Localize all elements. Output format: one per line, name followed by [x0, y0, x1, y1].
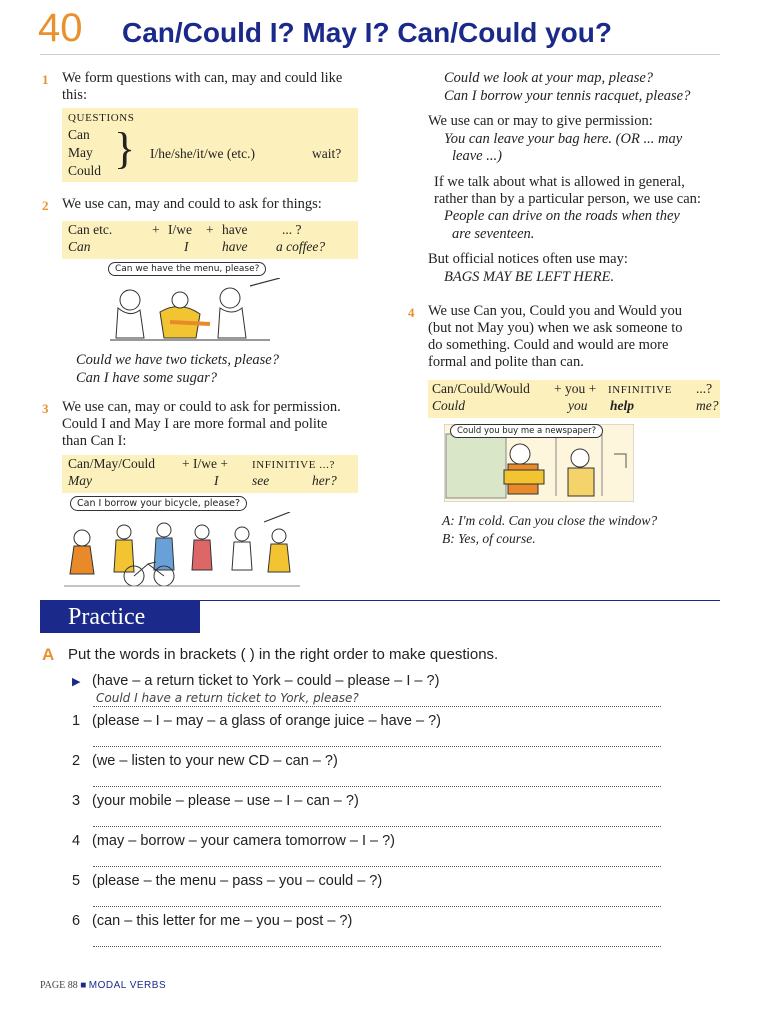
dialog-b-text: B: Yes, of course.: [442, 531, 536, 546]
question-text: (we – listen to your new CD – can – ?): [92, 753, 338, 769]
answer-line-4[interactable]: [93, 866, 661, 867]
questions-label: QUESTIONS: [68, 112, 135, 124]
bicycle-illustration: [64, 512, 300, 590]
footer-bullet-icon: ■: [80, 980, 89, 991]
notice-example: BAGS MAY BE LEFT HERE.: [444, 269, 615, 285]
right-example-racquet: Can I borrow your tennis racquet, please?: [444, 88, 691, 104]
questions-box: [62, 108, 358, 182]
page-number: PAGE 88: [40, 980, 78, 991]
example-answer: Could I have a return ticket to York, please?: [96, 691, 359, 705]
play-arrow-icon: ▶: [72, 676, 81, 688]
example-coffee: a coffee?: [276, 239, 326, 254]
give-permission-text: We use can or may to give permission:: [428, 113, 653, 129]
modal-may: May: [68, 145, 93, 160]
general-text-2: rather than by a particular person, we use can:: [434, 191, 701, 207]
question-number: 5: [72, 873, 81, 889]
task-instruction: Put the words in brackets ( ) in the right order to make questions.: [68, 646, 499, 663]
answer-line-2[interactable]: [93, 786, 661, 787]
question-text: (please – I – may – a glass of orange juice – have – ?): [92, 713, 442, 729]
modal-could: Could: [68, 163, 102, 178]
page-footer: [40, 980, 166, 991]
formula-infinitive: INFINITIVE ...?: [252, 459, 335, 471]
right-example-map: Could we look at your map, please?: [444, 70, 654, 86]
formula-end: ... ?: [282, 222, 302, 237]
question-text: (can – this letter for me – you – post – ?): [92, 913, 353, 929]
example-could: Could: [432, 398, 466, 413]
section-4-line-3: do something. Could and would are more: [428, 337, 669, 353]
example-may: May: [68, 473, 92, 488]
question-number: 3: [72, 793, 81, 809]
dialog-a-text: A: I'm cold. Can you close the window?: [442, 513, 658, 528]
question-number: 6: [72, 913, 81, 929]
question-number: 1: [72, 713, 81, 729]
section-4-number: 4: [408, 305, 415, 320]
formula-modals: Can/Could/Would: [432, 381, 530, 396]
header-rule: [40, 54, 720, 55]
dialog-line-b: [442, 530, 536, 547]
notice-text: But official notices often use may:: [428, 251, 628, 267]
practice-rule: [200, 600, 720, 601]
give-permission-example: You can leave your bag here. (OR ... may: [444, 131, 683, 147]
section-4-line-4: formal and polite than can.: [428, 354, 584, 370]
formula-subject: I/we: [168, 222, 192, 237]
example-you: you: [568, 398, 588, 413]
unit-number: 40: [38, 6, 83, 50]
requests-box: [428, 380, 720, 418]
section-2-number: 2: [42, 198, 49, 213]
general-example-2: are seventeen.: [452, 226, 535, 242]
ask-example-2: Can I have some sugar?: [76, 370, 217, 386]
formula-can-etc: Can etc.: [68, 222, 113, 237]
section-1-number: 1: [42, 72, 49, 87]
section-3-number: 3: [42, 401, 49, 416]
permission-box: [62, 455, 358, 493]
section-4-line-2: (but not May you) when we ask someone to: [428, 320, 683, 336]
task-letter: A: [42, 645, 55, 664]
example-have: have: [222, 239, 248, 254]
answer-line-1[interactable]: [93, 746, 661, 747]
example-see: see: [252, 473, 270, 488]
cafe-illustration: [100, 278, 280, 348]
formula-modals: Can/May/Could: [68, 456, 155, 471]
question-number: 2: [72, 753, 81, 769]
example-help: help: [610, 398, 635, 413]
section-1-text: We form questions with can, may and could like this:: [62, 70, 343, 103]
example-her: her?: [312, 473, 337, 488]
general-text-1: If we talk about what is allowed in general,: [434, 174, 685, 190]
speech-bubble-newspaper: Could you buy me a newspaper?: [450, 424, 603, 438]
formula-plus: +: [152, 222, 160, 237]
section-3-text: We use can, may or could to ask for permission. Could I and May I are more formal and polite than Can I:: [62, 399, 341, 449]
section-4-line-1: We use Can you, Could you and Would you: [428, 303, 682, 319]
give-permission-example-cont: leave ...): [452, 148, 502, 164]
formula-you: + you +: [554, 381, 597, 396]
formula-have: have: [222, 222, 248, 237]
formula-infinitive: INFINITIVE: [608, 384, 673, 396]
ask-example-1: Could we have two tickets, please?: [76, 352, 279, 368]
speech-bubble-bicycle: Can I borrow your bicycle, please?: [70, 496, 247, 511]
section-2-text: We use can, may and could to ask for things:: [62, 196, 322, 212]
general-example-1: People can drive on the roads when they: [444, 208, 680, 224]
answer-line-6[interactable]: [93, 946, 661, 947]
practice-heading: Practice: [68, 604, 146, 630]
ask-things-box: [62, 221, 358, 259]
formula-plus: +: [206, 222, 214, 237]
example-i: I: [214, 473, 219, 488]
question-text: (your mobile – please – use – I – can – ?): [92, 793, 359, 809]
formula-end: ...?: [696, 381, 713, 396]
answer-line-5[interactable]: [93, 906, 661, 907]
formula-subject: + I/we +: [182, 456, 228, 471]
answer-line-3[interactable]: [93, 826, 661, 827]
example-i: I: [184, 239, 189, 254]
example-me: me?: [696, 398, 719, 413]
section-name: MODAL VERBS: [88, 980, 167, 991]
question-text: (please – the menu – pass – you – could – ?): [92, 873, 383, 889]
subject-list: I/he/she/it/we (etc.): [150, 146, 255, 161]
question-number: 4: [72, 833, 81, 849]
verb-wait: wait?: [312, 146, 342, 161]
answer-line-example: [93, 706, 661, 707]
modal-can: Can: [68, 127, 90, 142]
speech-bubble-menu: Can we have the menu, please?: [108, 262, 266, 276]
page-title: Can/Could I? May I? Can/Could you?: [122, 17, 612, 48]
dialog-line-a: [442, 512, 657, 529]
example-can: Can: [68, 239, 91, 254]
example-prompt-text: (have – a return ticket to York – could – please – I – ?): [92, 673, 440, 689]
brace-icon: }: [114, 124, 136, 173]
question-text: (may – borrow – your camera tomorrow – I – ?): [92, 833, 395, 849]
